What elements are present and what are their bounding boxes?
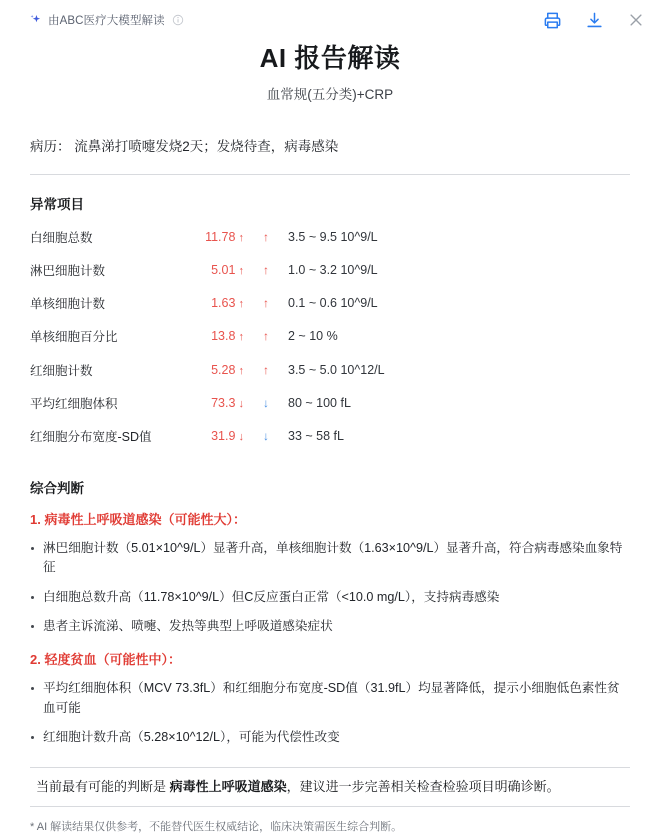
value-up-arrow-icon: ↑ bbox=[235, 265, 244, 278]
conclusion-highlight: 病毒性上呼吸道感染 bbox=[169, 778, 287, 794]
lab-item-reference-range: 1.0 ~ 3.2 10^9/L bbox=[288, 263, 378, 278]
print-icon bbox=[543, 11, 562, 30]
table-row bbox=[30, 353, 630, 386]
status-up-arrow-icon: ↑ bbox=[263, 229, 269, 244]
title-block bbox=[0, 42, 660, 103]
conclusion-prefix: 当前最有可能的判断是 bbox=[36, 778, 170, 794]
lab-item-name: 红细胞计数 bbox=[30, 363, 93, 378]
list-item: 淋巴细胞计数（5.01×10^9/L）显著升高，单核细胞计数（1.63×10^9/L）显著升高，符合病毒感染血象特征 bbox=[30, 539, 630, 578]
lab-item-name: 红细胞分布宽度-SD值 bbox=[30, 430, 152, 445]
diagnosis-bullet-list bbox=[30, 539, 630, 637]
diagnosis-list bbox=[30, 511, 630, 748]
list-item: 红细胞计数升高（5.28×10^12/L），可能为代偿性改变 bbox=[30, 728, 630, 748]
report-subtitle: 血常规(五分类)+CRP bbox=[266, 86, 394, 102]
table-row bbox=[30, 386, 630, 419]
close-icon bbox=[627, 11, 645, 29]
info-icon[interactable] bbox=[172, 14, 184, 26]
footer-disclaimer: * AI 解读结果仅供参考，不能替代医生权威结论，临床决策需医生综合判断。 bbox=[30, 821, 403, 834]
lab-item-reference-range: 2 ~ 10 % bbox=[288, 329, 338, 344]
value-up-arrow-icon: ↑ bbox=[235, 364, 244, 377]
list-item: 患者主诉流涕、喷嚏、发热等典型上呼吸道感染症状 bbox=[30, 617, 630, 637]
lab-item-reference-range: 33 ~ 58 fL bbox=[288, 429, 344, 444]
value-up-arrow-icon: ↑ bbox=[235, 331, 244, 344]
divider-top bbox=[30, 174, 630, 175]
brand-label: 由ABC医疗大模型解读 bbox=[48, 15, 165, 27]
lab-item-value: 31.9 ↓ bbox=[211, 429, 244, 444]
sparkle-icon bbox=[28, 13, 43, 28]
lab-item-reference-range: 3.5 ~ 5.0 10^12/L bbox=[288, 362, 385, 377]
abnormal-section-title: 异常项目 bbox=[30, 197, 84, 213]
lab-item-value: 5.01 ↑ bbox=[211, 263, 244, 278]
list-item: 白细胞总数升高（11.78×10^9/L）但C反应蛋白正常（<10.0 mg/L），支持病毒感染 bbox=[30, 588, 630, 608]
status-down-arrow-icon: ↓ bbox=[263, 395, 269, 410]
lab-item-name: 淋巴细胞计数 bbox=[30, 264, 106, 279]
table-row bbox=[30, 253, 630, 286]
table-row bbox=[30, 287, 630, 320]
list-item: 平均红细胞体积（MCV 73.3fL）和红细胞分布宽度-SD值（31.9fL）均显著降低，提示小细胞低色素性贫血可能 bbox=[30, 679, 630, 718]
patient-history: 病历： 流鼻涕打喷嚏发烧2天；发烧待查，病毒感染 bbox=[30, 139, 339, 155]
lab-item-reference-range: 80 ~ 100 fL bbox=[288, 395, 351, 410]
conclusion-wrap bbox=[30, 767, 630, 836]
lab-item-name: 白细胞总数 bbox=[30, 230, 93, 245]
value-down-arrow-icon: ↓ bbox=[235, 397, 244, 410]
report-content bbox=[0, 137, 660, 836]
download-button[interactable] bbox=[584, 10, 604, 30]
lab-item-name: 平均红细胞体积 bbox=[30, 396, 118, 411]
topbar-actions bbox=[542, 0, 646, 40]
lab-item-reference-range: 3.5 ~ 9.5 10^9/L bbox=[288, 229, 378, 244]
print-button[interactable] bbox=[542, 10, 562, 30]
lab-item-value: 13.8 ↑ bbox=[211, 329, 244, 344]
judgment-section-title: 综合判断 bbox=[30, 480, 84, 496]
table-row bbox=[30, 320, 630, 353]
table-row bbox=[30, 419, 630, 452]
diagnosis-heading: 1. 病毒性上呼吸道感染（可能性大）： bbox=[30, 511, 246, 527]
brand-badge bbox=[28, 12, 184, 28]
download-icon bbox=[585, 11, 604, 30]
status-down-arrow-icon: ↓ bbox=[263, 429, 269, 444]
status-up-arrow-icon: ↑ bbox=[263, 329, 269, 344]
diagnosis-heading: 2. 轻度贫血（可能性中）： bbox=[30, 651, 181, 667]
lab-item-value: 5.28 ↑ bbox=[211, 362, 244, 377]
dialog-topbar bbox=[0, 0, 660, 40]
value-up-arrow-icon: ↑ bbox=[235, 298, 244, 311]
lab-item-name: 单核细胞百分比 bbox=[30, 330, 118, 345]
status-up-arrow-icon: ↑ bbox=[263, 362, 269, 377]
lab-item-value: 1.63 ↑ bbox=[211, 296, 244, 311]
lab-item-name: 单核细胞计数 bbox=[30, 297, 106, 312]
value-up-arrow-icon: ↑ bbox=[235, 231, 244, 244]
conclusion-text bbox=[30, 768, 630, 807]
diagnosis-bullet-list bbox=[30, 679, 630, 748]
abnormal-items-table bbox=[30, 220, 630, 452]
conclusion-suffix: ，建议进一步完善相关检查检验项目明确诊断。 bbox=[286, 778, 560, 794]
table-row bbox=[30, 220, 630, 253]
lab-item-value: 11.78 ↑ bbox=[205, 229, 244, 244]
lab-item-value: 73.3 ↓ bbox=[211, 395, 244, 410]
lab-item-reference-range: 0.1 ~ 0.6 10^9/L bbox=[288, 296, 378, 311]
page-title: AI 报告解读 bbox=[259, 43, 401, 73]
abnormal-items-body bbox=[30, 220, 630, 452]
close-button[interactable] bbox=[626, 10, 646, 30]
value-down-arrow-icon: ↓ bbox=[235, 431, 244, 444]
status-up-arrow-icon: ↑ bbox=[263, 263, 269, 278]
status-up-arrow-icon: ↑ bbox=[263, 296, 269, 311]
